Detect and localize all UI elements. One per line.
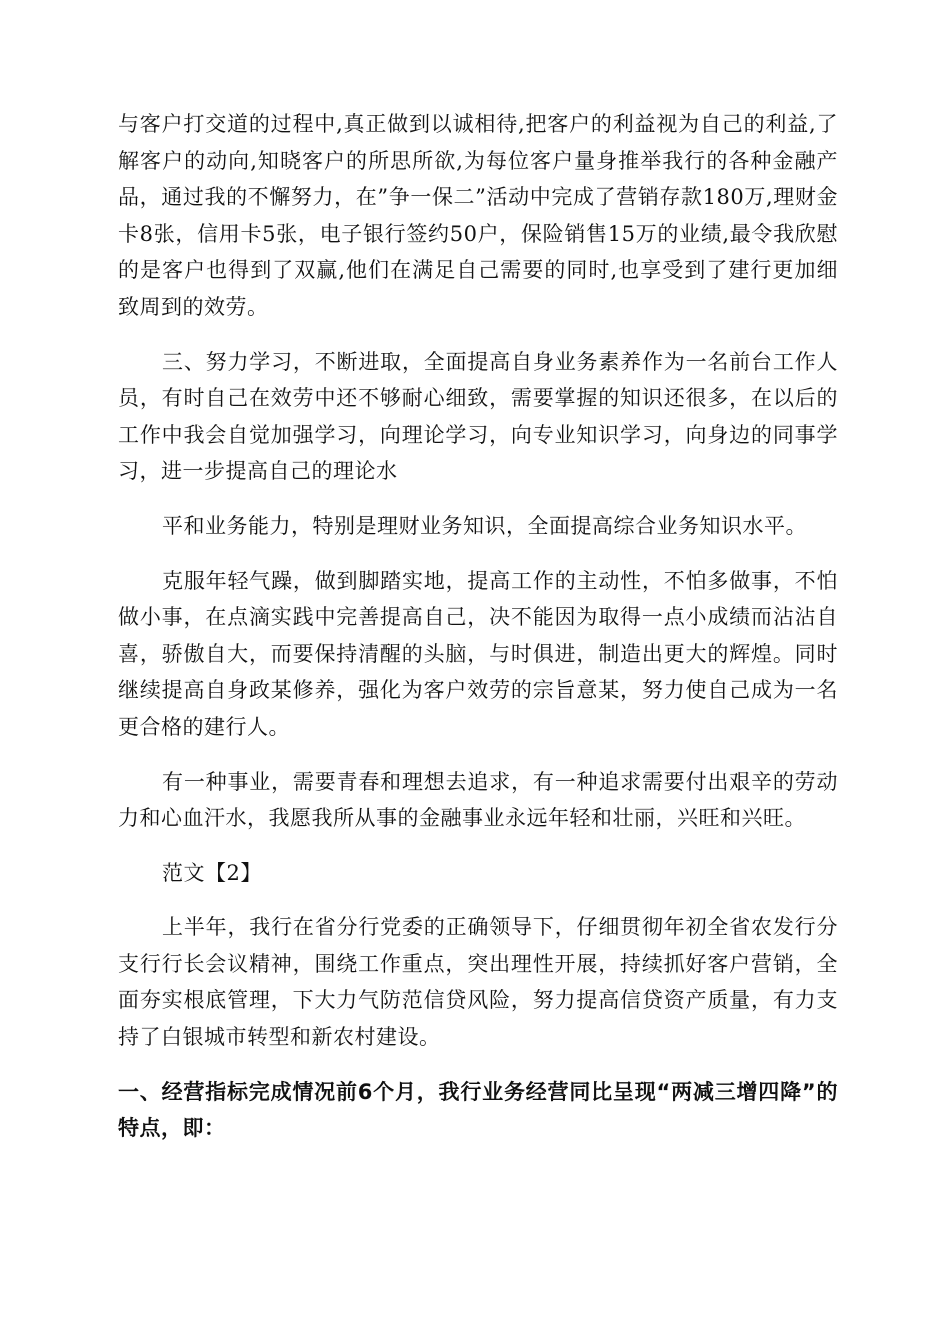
paragraph-sample-label: 范文【2】 <box>162 860 262 885</box>
paragraph-customer-service: 与客户打交道的过程中,真正做到以诚相待,把客户的利益视为自己的利益,了解客户的动向,知晓客户的所思所欲,为每位客户量身推举我行的各种金融产品，通过我的不懈努力，在”争一保二”活动中完成了营销存款180万,理财金卡8张，信用卡5张，电子银行签约50户，保险销售15万的业绩,最令我欣慰的是客户也得到了双赢,他们在满足自己需要的同时,也享受到了建行更加细致周到的效劳。 <box>118 112 838 319</box>
section-heading: 一、经营指标完成情况前6个月，我行业务经营同比呈现“两减三增四降”的特点，即： <box>118 1079 838 1141</box>
paragraph-career-aspiration: 有一种事业，需要青春和理想去追求，有一种追求需要付出艰辛的劳动力和心血汗水，我愿我所从事的金融事业永远年轻和壮丽，兴旺和兴旺。 <box>118 769 838 831</box>
paragraph-half-year-summary: 上半年，我行在省分行党委的正确领导下，仔细贯彻年初全省农发行分支行行长会议精神，围绕工作重点，突出理性开展，持续抓好客户营销，全面夯实根底管理，下大力气防范信贷风险，努力提高信贷资产质量，有力支持了白银城市转型和新农村建设。 <box>118 915 838 1050</box>
document-body <box>118 106 838 1147</box>
paragraph-self-improvement: 克服年轻气躁，做到脚踏实地，提高工作的主动性，不怕多做事，不怕做小事，在点滴实践中完善提高自己，决不能因为取得一点小成绩而沾沾自喜，骄傲自大，而要保持清醒的头脑，与时俱进，制造出更大的辉煌。同时继续提高自身政某修养，强化为客户效劳的宗旨意某，努力使自己成为一名更合格的建行人。 <box>118 568 838 739</box>
paragraph-section-three: 三、努力学习，不断进取，全面提高自身业务素养作为一名前台工作人员，有时自己在效劳中还不够耐心细致，需要掌握的知识还很多，在以后的工作中我会自觉加强学习，向理论学习，向专业知识学习，向身边的同事学习，进一步提高自己的理论水 <box>118 349 838 484</box>
paragraph-business-ability: 平和业务能力，特别是理财业务知识，全面提高综合业务知识水平。 <box>162 513 807 538</box>
